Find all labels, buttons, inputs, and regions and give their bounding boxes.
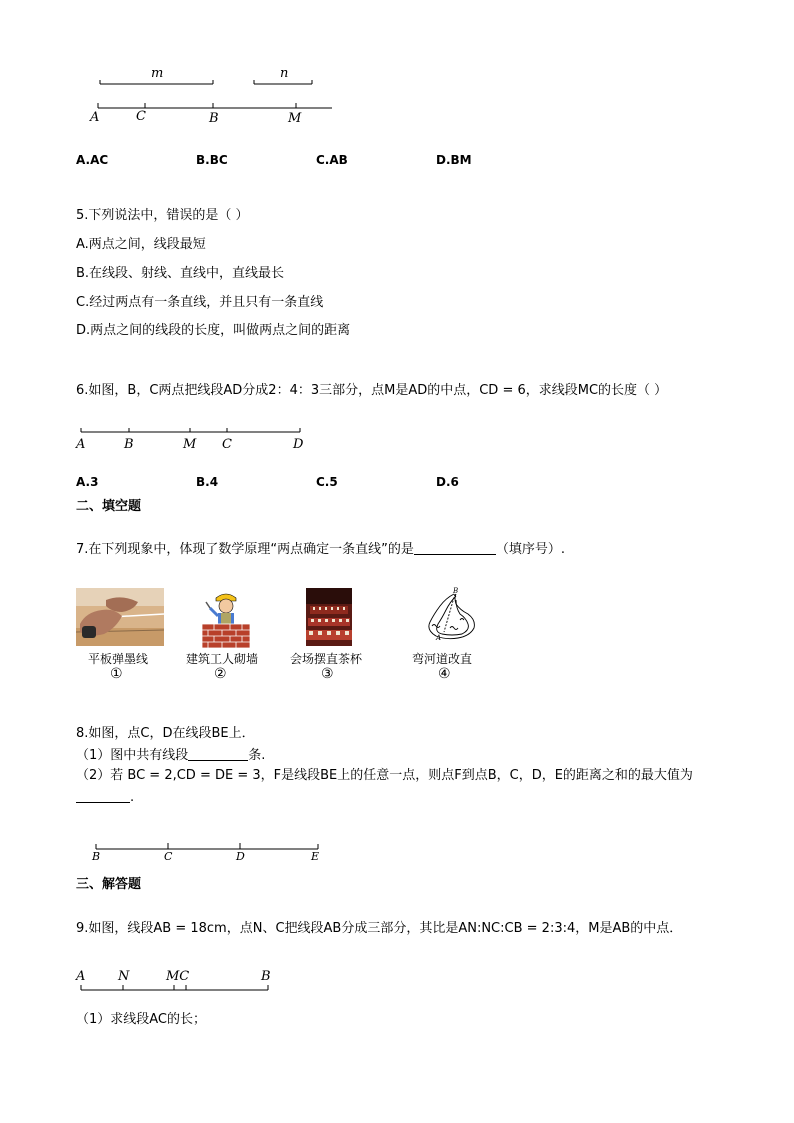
point-label: D: [236, 850, 245, 863]
point-label: M: [288, 111, 302, 126]
point-label: B: [92, 850, 101, 863]
answer-blank[interactable]: [414, 541, 496, 555]
q8-stem: 8.如图，点C，D在线段BE上．: [76, 726, 255, 741]
q9-stem: 9.如图，线段AB = 18cm，点N、C把线段AB分成三部分，其比是AN:NC:CB = 2:3:4，M是AB的中点．: [76, 921, 683, 936]
image-caption: 会场摆直茶杯: [290, 652, 363, 666]
image-number: ③: [321, 666, 334, 682]
point-label: D: [293, 437, 304, 452]
q6-stem: 6.如图，B，C两点把线段AD分成2：4：3三部分，点M是AD的中点，CD = 6，求线段MC的长度（ ）: [76, 383, 668, 398]
q9-part1: （1）求线段AC的长；: [76, 1012, 207, 1027]
q8-part2-end: .: [130, 790, 135, 805]
point-label: C: [136, 109, 146, 124]
point-label: N: [118, 969, 130, 984]
q4-option-b[interactable]: B.BC: [196, 153, 228, 167]
point-label: A: [90, 110, 100, 125]
point-label: B: [261, 969, 271, 984]
q5-option-d[interactable]: D.两点之间的线段的长度，叫做两点之间的距离: [76, 323, 351, 338]
q8-part1-tail: 条.: [248, 748, 266, 763]
q5-option-b[interactable]: B.在线段、射线、直线中，直线最长: [76, 266, 285, 281]
q8-part1: [76, 747, 265, 764]
q7-stem-tail: （填序号）.: [495, 542, 566, 557]
q5-option-c[interactable]: C.经过两点有一条直线，并且只有一条直线: [76, 295, 324, 310]
svg-text:A: A: [436, 634, 442, 642]
meeting-hall-photo: [306, 588, 352, 646]
segment-label-n: n: [280, 66, 289, 81]
q6-option-b[interactable]: B.4: [196, 475, 219, 489]
point-label: C: [222, 437, 232, 452]
figure-q6: [0, 420, 794, 460]
q4-option-a[interactable]: A.AC: [76, 153, 109, 167]
figure-q4: [0, 0, 794, 130]
q5-stem: 5.下列说法中，错误的是（ ）: [76, 208, 249, 223]
point-label: M: [183, 437, 197, 452]
q6-option-a[interactable]: A.3: [76, 475, 99, 489]
point-label: MC: [166, 969, 190, 984]
answer-blank[interactable]: [76, 789, 130, 803]
hands-chalkline-photo: [76, 588, 164, 646]
q5-option-a[interactable]: A.两点之间，线段最短: [76, 237, 206, 252]
q7-stem: [76, 541, 565, 558]
point-label: B: [209, 111, 219, 126]
image-number: ②: [214, 666, 227, 682]
q8-part2: （2）若 BC = 2,CD = DE = 3，F是线段BE上的任意一点，则点F到点B，C，D，E的距离之和的最大值为: [76, 768, 693, 783]
point-label: E: [311, 850, 320, 863]
q8-part1-text: （1）图中共有线段: [76, 748, 189, 763]
figure-q9: [0, 962, 794, 998]
point-label: A: [76, 969, 86, 984]
section-heading: 三、解答题: [76, 877, 142, 892]
bricklayer-cartoon: [196, 588, 256, 648]
q4-option-c[interactable]: C.AB: [316, 153, 348, 167]
q6-option-d[interactable]: D.6: [436, 475, 459, 489]
image-number: ①: [110, 666, 123, 682]
q8-part2-line2: [76, 789, 134, 806]
answer-blank[interactable]: [188, 747, 248, 761]
image-number: ④: [438, 666, 451, 682]
image-caption: 建筑工人砌墙: [186, 652, 259, 666]
svg-text:B: B: [453, 587, 459, 595]
image-caption: 平板弹墨线: [88, 652, 149, 666]
q6-option-c[interactable]: C.5: [316, 475, 338, 489]
q7-stem-text: 7.在下列现象中，体现了数学原理“两点确定一条直线”的是: [76, 542, 414, 557]
section-heading: 二、填空题: [76, 499, 142, 514]
image-caption: 弯河道改直: [412, 652, 473, 666]
q4-option-d[interactable]: D.BM: [436, 153, 472, 167]
figure-q8: [0, 836, 794, 866]
point-label: B: [124, 437, 134, 452]
segment-label-m: m: [151, 66, 164, 81]
river-sketch: [420, 588, 480, 650]
point-label: C: [164, 850, 173, 863]
point-label: A: [76, 437, 86, 452]
